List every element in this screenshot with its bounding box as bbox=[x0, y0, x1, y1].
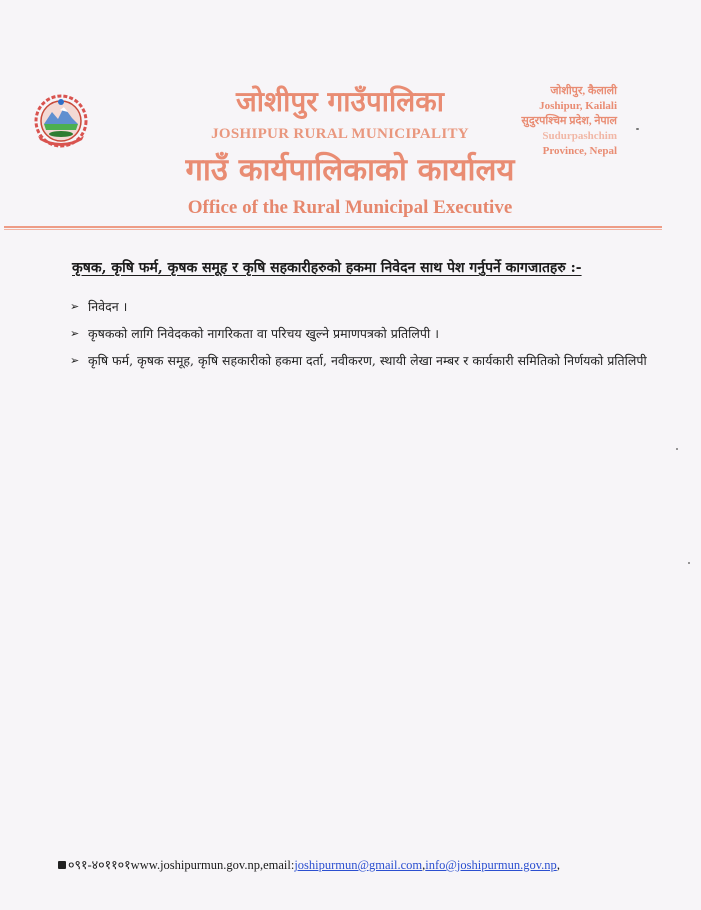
phone-number: ०९१-४०११०१ bbox=[68, 858, 131, 872]
contact-footer bbox=[58, 856, 678, 873]
list-item-text: कृषि फर्म, कृषक समूह, कृषि सहकारीको हकमा दर्ता, नवीकरण, स्थायी लेखा नम्बर र कार्यकारी समितिको निर्णयको प्रतिलिपी bbox=[88, 353, 647, 368]
header-divider-secondary bbox=[4, 229, 662, 230]
email-link-gmail[interactable]: joshipurmun@gmail.com bbox=[294, 858, 423, 872]
email-link-info[interactable]: info@joshipurmun.gov.np bbox=[425, 858, 557, 872]
list-item-text: कृषकको लागि निवेदकको नागरिकता वा परिचय खुल्ने प्रमाणपत्रको प्रतिलिपी । bbox=[88, 326, 439, 341]
address-line-5: Province, Nepal bbox=[542, 145, 617, 157]
list-item bbox=[70, 296, 670, 318]
address-line-3: सुदुरपश्चिम प्रदेश, नेपाल bbox=[521, 115, 617, 127]
footer-trailing: , bbox=[556, 858, 560, 872]
list-item-text: निवेदन । bbox=[88, 299, 128, 314]
document-heading: कृषक, कृषि फर्म, कृषक समूह र कृषि सहकारीहरुको हकमा निवेदन साथ पेश गर्नुपर्ने कागजातहरु :- bbox=[72, 260, 582, 276]
office-address bbox=[477, 84, 617, 159]
required-documents-list bbox=[70, 296, 670, 377]
header-divider bbox=[4, 226, 662, 228]
arrow-bullet-icon: ➢ bbox=[70, 354, 80, 367]
arrow-bullet-icon: ➢ bbox=[70, 327, 80, 340]
scan-speck bbox=[688, 562, 690, 564]
email-separator: , bbox=[422, 858, 426, 872]
arrow-bullet-icon: ➢ bbox=[70, 300, 80, 313]
phone-icon bbox=[58, 861, 66, 869]
address-line-1: जोशीपुर, कैलाली bbox=[550, 85, 617, 97]
municipality-name-english: JOSHIPUR RURAL MUNICIPALITY bbox=[211, 126, 469, 142]
list-item bbox=[70, 323, 670, 345]
website-text: www.joshipurmun.gov.np,email: bbox=[130, 858, 295, 872]
nepal-government-emblem-icon bbox=[30, 92, 92, 150]
list-item bbox=[70, 350, 670, 372]
address-line-4: Sudurpashchim bbox=[542, 130, 617, 142]
address-line-2: Joshipur, Kailali bbox=[539, 100, 617, 112]
office-name-nepali: गाउँ कार्यपालिकाको कार्यालय bbox=[185, 152, 515, 188]
scan-speck bbox=[636, 128, 639, 130]
scan-speck bbox=[676, 448, 678, 450]
municipality-name-nepali: जोशीपुर गाउँपालिका bbox=[236, 85, 444, 118]
office-name-english: Office of the Rural Municipal Executive bbox=[187, 197, 513, 218]
